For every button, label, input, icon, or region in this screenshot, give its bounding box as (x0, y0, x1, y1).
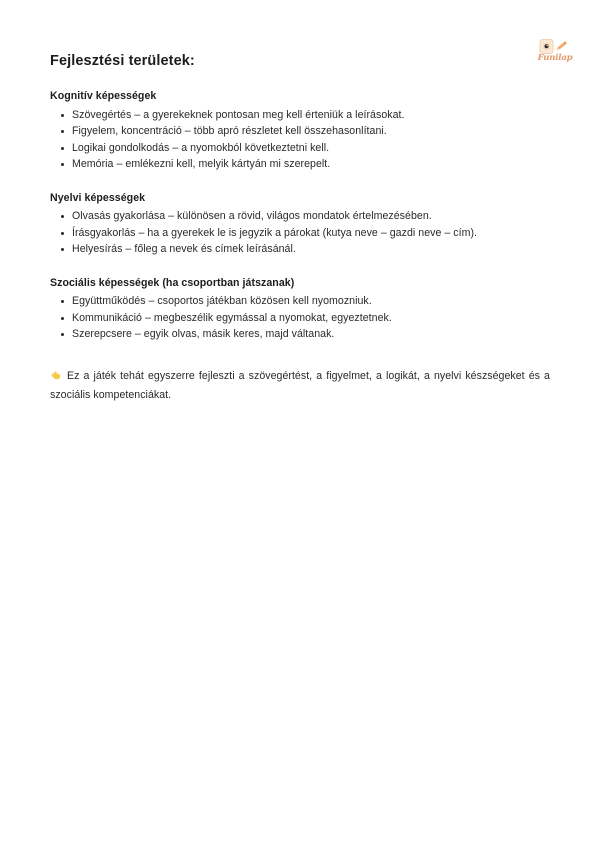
document-content (50, 52, 550, 414)
section-nyelvi-kepessegek (50, 192, 550, 258)
bullet-list (50, 107, 550, 173)
section-szocialis-kepessegek (50, 277, 550, 343)
logo-wordmark: Funilap (537, 53, 573, 63)
section-heading: Nyelvi képességek (50, 191, 146, 204)
list-item: Memória – emlékezni kell, melyik kártyán mi szerepelt. (50, 156, 550, 172)
page-title: Fejlesztési területek: (50, 53, 195, 69)
bullet-list (50, 208, 550, 257)
list-item: Logikai gondolkodás – a nyomokból következtetni kell. (50, 140, 550, 156)
section-kognitiv-kepessegek (50, 90, 550, 172)
list-item: Kommunikáció – megbeszélik egymással a nyomokat, egyeztetnek. (50, 310, 550, 326)
list-item: Együttműködés – csoportos játékban közösen kell nyomozniuk. (50, 293, 550, 309)
list-item: Figyelem, koncentráció – több apró részletet kell összehasonlítani. (50, 123, 550, 139)
section-heading: Kognitív képességek (50, 90, 157, 103)
list-item: Helyesírás – főleg a nevek és címek leírásánál. (50, 241, 550, 257)
list-item: Szerepcsere – egyik olvas, másik keres, majd váltanak. (50, 326, 550, 342)
bullet-list (50, 293, 550, 342)
pointing-right-hand-icon (50, 369, 62, 387)
list-item: Szövegértés – a gyerekeknek pontosan meg kell érteniük a leírásokat. (50, 107, 550, 123)
list-item: Írásgyakorlás – ha a gyerekek le is jegyzik a párokat (kutya neve – gazdi neve – cím). (50, 225, 550, 241)
section-heading: Szociális képességek (ha csoportban játszanak) (50, 276, 295, 289)
closing-paragraph (50, 368, 550, 403)
closing-text: Ez a játék tehát egyszerre fejleszti a szövegértést, a figyelmet, a logikát, a nyelvi készségeket és a szociális kompetenciákat. (50, 370, 550, 402)
list-item: Olvasás gyakorlása – különösen a rövid, világos mondatok értelmezésében. (50, 208, 550, 224)
